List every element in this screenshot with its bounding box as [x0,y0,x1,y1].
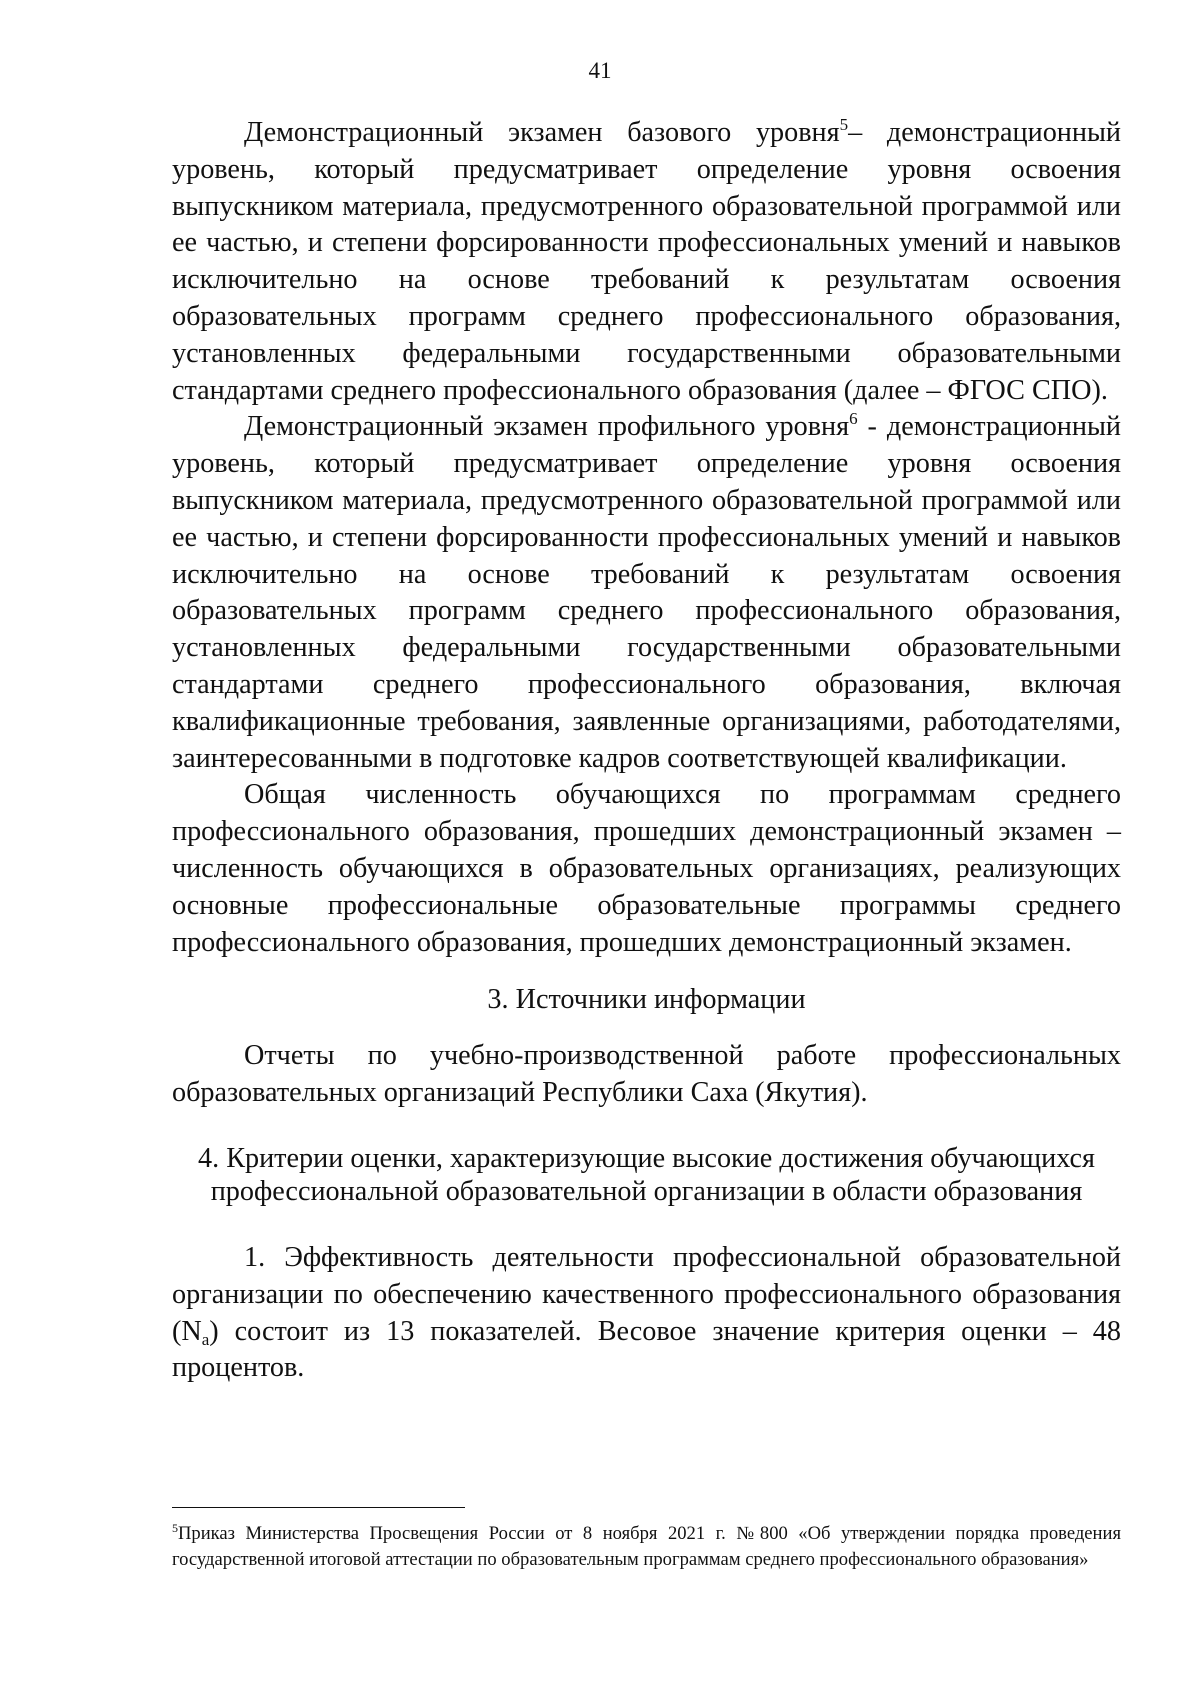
footnote-separator [172,1507,465,1508]
paragraph-text: 1. Эффективность деятельности профессиональной образовательной организации по обеспечению качественного профессионального образования (N [172,1241,1121,1347]
paragraph-text: ) состоит из 13 показателей. Весовое значение критерия оценки – 48 процентов. [172,1315,1121,1384]
paragraph-total-students: Общая численность обучающихся по программам среднего профессионального образования, прошедших демонстрационный экзамен – численность обучающихся в образовательных организациях, реализующих основные профессиональные образовательные программы среднего профессионального образования, прошедших демонстрационный экзамен. [172,779,1121,958]
footnote-ref-5: 5 [839,115,849,134]
section-4-heading-line-1: 4. Критерии оценки, характеризующие высокие достижения обучающихся [198,1142,1095,1174]
subscript-a: a [201,1329,210,1349]
paragraph-text: - демонстрационный уровень, который предусматривает определение уровня освоения выпускником материала, предусмотренного образовательной программой или ее частью, и степени форсированности профессиональных умений и навыков исключительно на основе требований к результатам освоения образовательных программ среднего профессионального образования, установленных федеральными государственными образовательными стандартами среднего профессионального образования, включая квалификационные требования, заявленные организациями, работодателями, заинтересованными в подготовке кадров соответствующей квалификации. [172,411,1121,774]
paragraph-criterion-1 [172,1240,1121,1387]
paragraph-text: Демонстрационный экзамен базового уровня [244,117,840,148]
footnote-5 [172,1521,1121,1572]
paragraph-text: – демонстрационный уровень, который предусматривает определение уровня освоения выпускником материала, предусмотренного образовательной программой или ее частью, и степени форсированности профессиональных умений и навыков исключительно на основе требований к результатам освоения образовательных программ среднего профессионального образования, установленных федеральными государственными образовательными стандартами среднего профессионального образования (далее – ФГОС СПО). [172,117,1121,406]
paragraph-text: Демонстрационный экзамен профильного уровня [244,411,850,443]
paragraph-profile-level-exam [172,409,1121,777]
document-body [172,115,1121,1387]
paragraph-sources: Отчеты по учебно-производственной работе профессиональных образовательных организаций Республики Саха (Якутия). [172,1040,1121,1109]
paragraph-base-level-exam [172,115,1121,409]
section-3-heading: 3. Источники информации [487,984,806,1016]
section-4-heading-line-2: профессиональной образовательной организации в области образования [210,1175,1083,1207]
footnote-ref-6: 6 [849,409,858,429]
section-4-heading [172,1142,1121,1208]
footnote-text: Приказ Министерства Просвещения России от 8 ноября 2021 г. №800 «Об утверждении порядка проведения государственной итоговой аттестации по образовательным программам среднего профессионального образования» [172,1523,1121,1570]
footnote-mark: 5 [172,1521,178,1535]
page-number: 41 [588,58,612,83]
